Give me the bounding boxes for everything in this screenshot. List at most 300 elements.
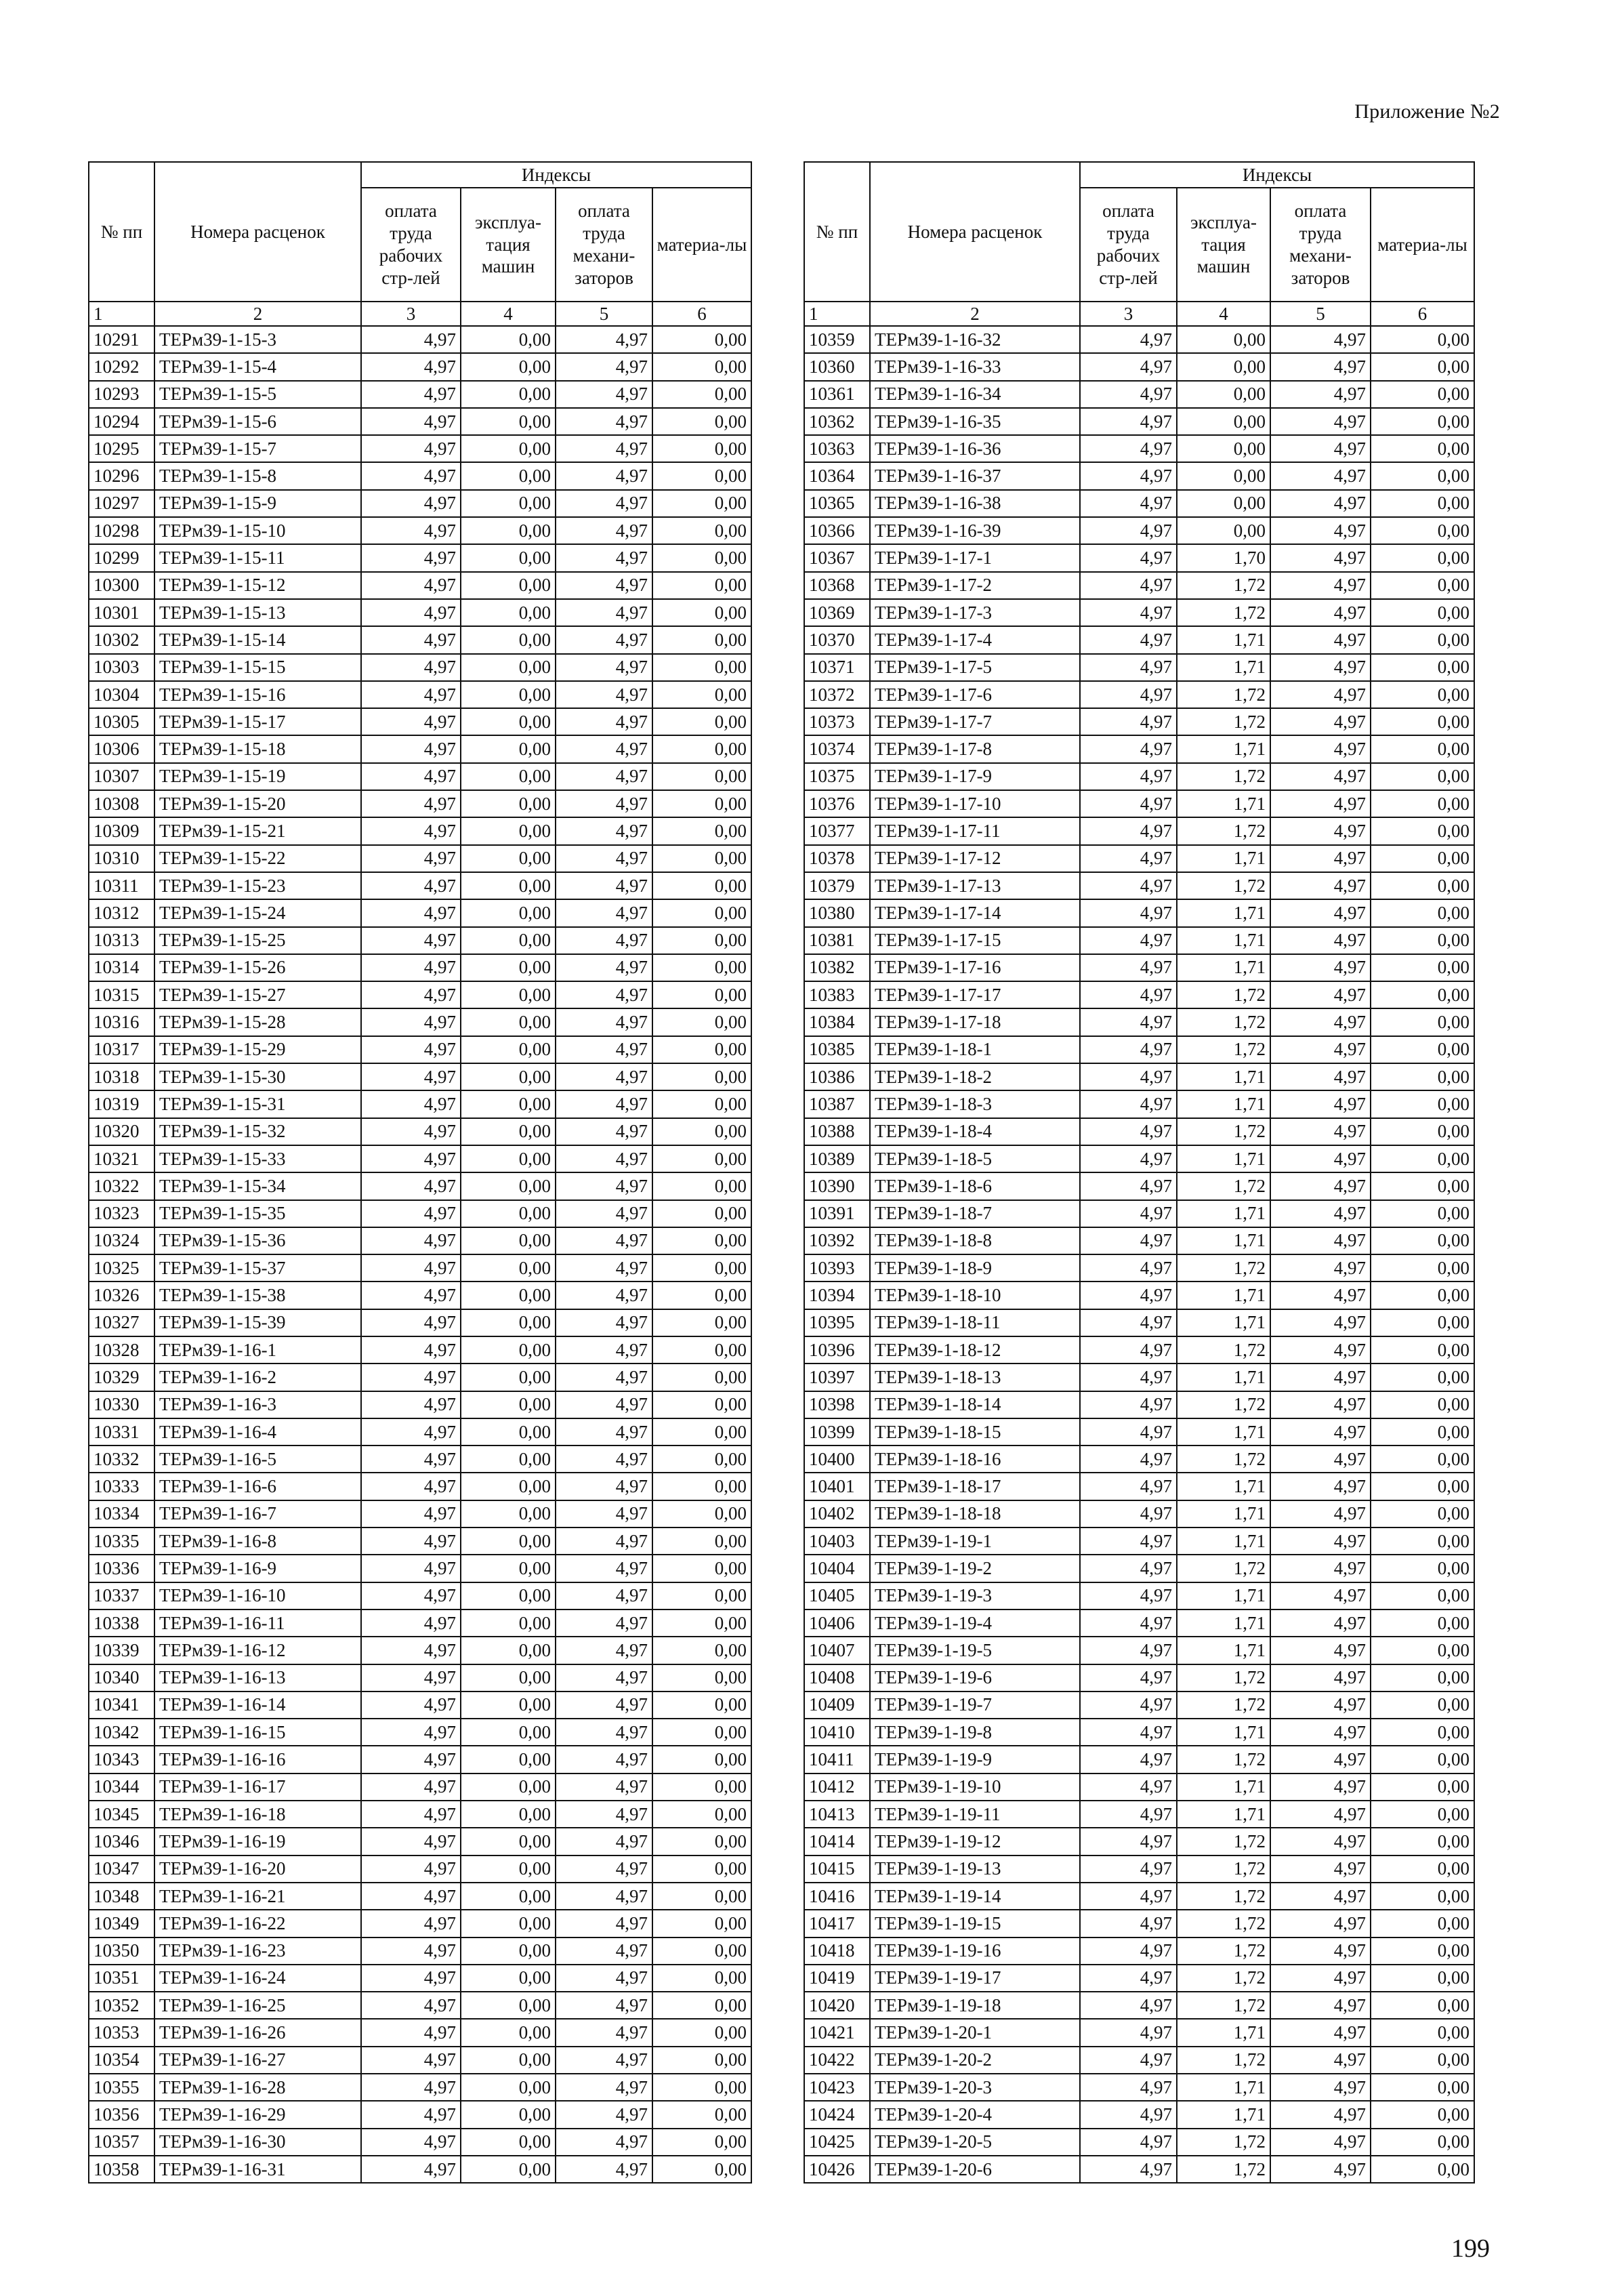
labor-index: 4,97: [1080, 1145, 1177, 1172]
row-number: 10348: [89, 1883, 154, 1910]
row-number: 10352: [89, 1992, 154, 2019]
mech-index: 4,97: [1270, 1172, 1371, 1200]
colnum-5: 5: [1270, 302, 1371, 326]
mech-index: 4,97: [556, 1801, 652, 1828]
machines-index: 0,00: [461, 1828, 556, 1855]
table-row: [804, 462, 1474, 489]
row-number: 10388: [804, 1118, 870, 1145]
rate-code: ТЕРм39-1-15-18: [154, 735, 361, 762]
row-number: 10338: [89, 1610, 154, 1637]
row-number: 10413: [804, 1801, 870, 1828]
row-number: 10386: [804, 1063, 870, 1090]
row-number: 10299: [89, 544, 154, 571]
table-row: [89, 1309, 751, 1336]
labor-index: 4,97: [361, 1746, 461, 1773]
table-row: [804, 708, 1474, 735]
labor-index: 4,97: [1080, 1172, 1177, 1200]
rate-code: ТЕРм39-1-18-6: [870, 1172, 1080, 1200]
rate-code: ТЕРм39-1-18-14: [870, 1391, 1080, 1418]
materials-index: 0,00: [652, 1036, 751, 1063]
materials-index: 0,00: [1371, 872, 1474, 899]
table-row: [89, 408, 751, 435]
mech-index: 4,97: [556, 1719, 652, 1746]
table-row: [804, 1965, 1474, 1992]
machines-index: 0,00: [461, 408, 556, 435]
materials-index: 0,00: [652, 1801, 751, 1828]
materials-index: 0,00: [652, 1418, 751, 1446]
mech-index: 4,97: [556, 1582, 652, 1610]
table-row: [804, 1145, 1474, 1172]
machines-index: 0,00: [1177, 408, 1270, 435]
mech-index: 4,97: [1270, 1664, 1371, 1692]
rate-code: ТЕРм39-1-16-1: [154, 1336, 361, 1364]
mech-index: 4,97: [556, 2129, 652, 2156]
labor-index: 4,97: [361, 1528, 461, 1555]
materials-index: 0,00: [652, 626, 751, 653]
rate-code: ТЕРм39-1-16-33: [870, 353, 1080, 380]
table-row: [89, 1036, 751, 1063]
row-number: 10402: [804, 1500, 870, 1528]
materials-index: 0,00: [1371, 1746, 1474, 1773]
mech-index: 4,97: [556, 326, 652, 353]
row-number: 10394: [804, 1282, 870, 1309]
mech-index: 4,97: [1270, 735, 1371, 762]
labor-index: 4,97: [361, 517, 461, 544]
row-number: 10305: [89, 708, 154, 735]
labor-index: 4,97: [361, 1856, 461, 1883]
mech-index: 4,97: [556, 2019, 652, 2046]
table-row: [804, 1828, 1474, 1855]
machines-index: 1,72: [1177, 1391, 1270, 1418]
table-row: [804, 1227, 1474, 1254]
labor-index: 4,97: [361, 626, 461, 653]
labor-index: 4,97: [361, 1145, 461, 1172]
row-number: 10358: [89, 2156, 154, 2183]
machines-index: 1,71: [1177, 954, 1270, 981]
row-number: 10316: [89, 1008, 154, 1036]
labor-index: 4,97: [361, 1200, 461, 1227]
machines-index: 0,00: [461, 1391, 556, 1418]
rate-code: ТЕРм39-1-18-9: [870, 1254, 1080, 1282]
labor-index: 4,97: [1080, 462, 1177, 489]
mech-index: 4,97: [1270, 2047, 1371, 2074]
mech-index: 4,97: [1270, 1227, 1371, 1254]
machines-index: 1,71: [1177, 2101, 1270, 2128]
labor-index: 4,97: [361, 1254, 461, 1282]
labor-index: 4,97: [361, 1418, 461, 1446]
labor-index: 4,97: [1080, 1910, 1177, 1937]
materials-index: 0,00: [1371, 517, 1474, 544]
row-number: 10409: [804, 1692, 870, 1719]
mech-index: 4,97: [1270, 1883, 1371, 1910]
table-row: [89, 1637, 751, 1664]
table-row: [804, 1090, 1474, 1118]
materials-index: 0,00: [652, 1910, 751, 1937]
mech-index: 4,97: [556, 845, 652, 872]
materials-index: 0,00: [652, 763, 751, 790]
mech-index: 4,97: [556, 1992, 652, 2019]
rate-code: ТЕРм39-1-15-23: [154, 872, 361, 899]
table-row: [89, 544, 751, 571]
rate-code: ТЕРм39-1-19-11: [870, 1801, 1080, 1828]
table-row: [89, 490, 751, 517]
labor-index: 4,97: [361, 1473, 461, 1500]
header-machines: эксплуа-тация машин: [1177, 188, 1270, 302]
rate-code: ТЕРм39-1-18-12: [870, 1336, 1080, 1364]
table-row: [89, 735, 751, 762]
labor-index: 4,97: [1080, 1774, 1177, 1801]
materials-index: 0,00: [1371, 462, 1474, 489]
machines-index: 0,00: [461, 1856, 556, 1883]
labor-index: 4,97: [1080, 2019, 1177, 2046]
rate-code: ТЕРм39-1-19-2: [870, 1555, 1080, 1582]
mech-index: 4,97: [1270, 1200, 1371, 1227]
machines-index: 0,00: [461, 1582, 556, 1610]
rate-code: ТЕРм39-1-15-27: [154, 981, 361, 1008]
rate-code: ТЕРм39-1-17-6: [870, 681, 1080, 708]
mech-index: 4,97: [1270, 654, 1371, 681]
table-row: [804, 1528, 1474, 1555]
machines-index: 0,00: [461, 735, 556, 762]
labor-index: 4,97: [1080, 1008, 1177, 1036]
mech-index: 4,97: [1270, 408, 1371, 435]
labor-index: 4,97: [1080, 1528, 1177, 1555]
labor-index: 4,97: [361, 462, 461, 489]
machines-index: 1,71: [1177, 1774, 1270, 1801]
row-number: 10295: [89, 435, 154, 462]
materials-index: 0,00: [1371, 1364, 1474, 1391]
machines-index: 0,00: [461, 2019, 556, 2046]
mech-index: 4,97: [1270, 790, 1371, 817]
rate-code: ТЕРм39-1-15-22: [154, 845, 361, 872]
machines-index: 0,00: [461, 544, 556, 571]
machines-index: 0,00: [461, 899, 556, 926]
rate-code: ТЕРм39-1-15-32: [154, 1118, 361, 1145]
row-number: 10320: [89, 1118, 154, 1145]
mech-index: 4,97: [1270, 1364, 1371, 1391]
materials-index: 0,00: [652, 817, 751, 844]
table-row: [804, 790, 1474, 817]
rate-code: ТЕРм39-1-15-12: [154, 572, 361, 599]
mech-index: 4,97: [556, 1309, 652, 1336]
labor-index: 4,97: [1080, 1036, 1177, 1063]
rate-code: ТЕРм39-1-17-5: [870, 654, 1080, 681]
mech-index: 4,97: [1270, 435, 1371, 462]
mech-index: 4,97: [1270, 817, 1371, 844]
labor-index: 4,97: [361, 1364, 461, 1391]
rate-code: ТЕРм39-1-15-17: [154, 708, 361, 735]
row-number: 10395: [804, 1309, 870, 1336]
labor-index: 4,97: [361, 2129, 461, 2156]
mech-index: 4,97: [556, 1063, 652, 1090]
table-row: [804, 1118, 1474, 1145]
materials-index: 0,00: [1371, 1555, 1474, 1582]
rate-code: ТЕРм39-1-16-22: [154, 1910, 361, 1937]
row-number: 10392: [804, 1227, 870, 1254]
machines-index: 1,71: [1177, 1227, 1270, 1254]
machines-index: 1,72: [1177, 1883, 1270, 1910]
rate-code: ТЕРм39-1-19-4: [870, 1610, 1080, 1637]
row-number: 10370: [804, 626, 870, 653]
materials-index: 0,00: [1371, 1145, 1474, 1172]
mech-index: 4,97: [1270, 899, 1371, 926]
machines-index: 1,71: [1177, 1719, 1270, 1746]
machines-index: 1,72: [1177, 572, 1270, 599]
machines-index: 0,00: [461, 1938, 556, 1965]
materials-index: 0,00: [1371, 326, 1474, 353]
table-row: [804, 1418, 1474, 1446]
machines-index: 1,72: [1177, 2156, 1270, 2183]
machines-index: 1,71: [1177, 1282, 1270, 1309]
labor-index: 4,97: [1080, 1473, 1177, 1500]
materials-index: 0,00: [652, 1610, 751, 1637]
labor-index: 4,97: [361, 1801, 461, 1828]
machines-index: 0,00: [461, 462, 556, 489]
machines-index: 0,00: [461, 1227, 556, 1254]
table-row: [804, 326, 1474, 353]
table-row: [89, 353, 751, 380]
labor-index: 4,97: [361, 1992, 461, 2019]
rate-code: ТЕРм39-1-18-11: [870, 1309, 1080, 1336]
mech-index: 4,97: [1270, 708, 1371, 735]
labor-index: 4,97: [1080, 872, 1177, 899]
labor-index: 4,97: [361, 1446, 461, 1473]
mech-index: 4,97: [1270, 954, 1371, 981]
materials-index: 0,00: [652, 2101, 751, 2128]
machines-index: 0,00: [461, 1555, 556, 1582]
materials-index: 0,00: [652, 544, 751, 571]
colnum-3: 3: [361, 302, 461, 326]
table-row: [89, 626, 751, 653]
materials-index: 0,00: [1371, 1692, 1474, 1719]
materials-index: 0,00: [652, 981, 751, 1008]
rate-code: ТЕРм39-1-16-16: [154, 1746, 361, 1773]
colnum-2: 2: [870, 302, 1080, 326]
rate-code: ТЕРм39-1-16-19: [154, 1828, 361, 1855]
row-number: 10426: [804, 2156, 870, 2183]
labor-index: 4,97: [1080, 1856, 1177, 1883]
table-row: [804, 1910, 1474, 1937]
mech-index: 4,97: [556, 1856, 652, 1883]
materials-index: 0,00: [1371, 1063, 1474, 1090]
materials-index: 0,00: [652, 490, 751, 517]
materials-index: 0,00: [652, 1364, 751, 1391]
materials-index: 0,00: [652, 1473, 751, 1500]
row-number: 10368: [804, 572, 870, 599]
mech-index: 4,97: [1270, 517, 1371, 544]
machines-index: 0,00: [461, 845, 556, 872]
mech-index: 4,97: [556, 899, 652, 926]
materials-index: 0,00: [652, 899, 751, 926]
row-number: 10389: [804, 1145, 870, 1172]
mech-index: 4,97: [1270, 1500, 1371, 1528]
mech-index: 4,97: [556, 735, 652, 762]
rate-code: ТЕРм39-1-16-23: [154, 1938, 361, 1965]
row-number: 10396: [804, 1336, 870, 1364]
materials-index: 0,00: [1371, 1118, 1474, 1145]
row-number: 10397: [804, 1364, 870, 1391]
mech-index: 4,97: [1270, 1528, 1371, 1555]
table-row: [89, 2156, 751, 2183]
row-number: 10376: [804, 790, 870, 817]
machines-index: 0,00: [461, 817, 556, 844]
row-number: 10329: [89, 1364, 154, 1391]
machines-index: 0,00: [461, 1883, 556, 1910]
row-number: 10415: [804, 1856, 870, 1883]
materials-index: 0,00: [1371, 1801, 1474, 1828]
labor-index: 4,97: [361, 1172, 461, 1200]
rate-code: ТЕРм39-1-19-10: [870, 1774, 1080, 1801]
rate-code: ТЕРм39-1-15-21: [154, 817, 361, 844]
mech-index: 4,97: [556, 2156, 652, 2183]
row-number: 10325: [89, 1254, 154, 1282]
row-number: 10418: [804, 1938, 870, 1965]
machines-index: 0,00: [461, 1063, 556, 1090]
materials-index: 0,00: [652, 1227, 751, 1254]
rate-code: ТЕРм39-1-19-17: [870, 1965, 1080, 1992]
header-labor: оплата труда рабочих стр-лей: [1080, 188, 1177, 302]
header-mech: оплата труда механи-заторов: [1270, 188, 1371, 302]
labor-index: 4,97: [1080, 1692, 1177, 1719]
materials-index: 0,00: [652, 1500, 751, 1528]
rate-code: ТЕРм39-1-15-9: [154, 490, 361, 517]
mech-index: 4,97: [1270, 2074, 1371, 2101]
rate-code: ТЕРм39-1-19-6: [870, 1664, 1080, 1692]
labor-index: 4,97: [361, 599, 461, 626]
mech-index: 4,97: [1270, 1637, 1371, 1664]
table-row: [89, 1418, 751, 1446]
table-body-left: [89, 326, 751, 2183]
materials-index: 0,00: [652, 1746, 751, 1773]
rate-code: ТЕРм39-1-16-5: [154, 1446, 361, 1473]
labor-index: 4,97: [361, 872, 461, 899]
materials-index: 0,00: [652, 326, 751, 353]
machines-index: 0,00: [461, 1282, 556, 1309]
row-number: 10377: [804, 817, 870, 844]
mech-index: 4,97: [556, 1637, 652, 1664]
mech-index: 4,97: [556, 462, 652, 489]
rate-code: ТЕРм39-1-15-20: [154, 790, 361, 817]
materials-index: 0,00: [1371, 681, 1474, 708]
machines-index: 0,00: [461, 954, 556, 981]
table-row: [89, 1883, 751, 1910]
colnum-1: 1: [89, 302, 154, 326]
row-number: 10398: [804, 1391, 870, 1418]
rate-code: ТЕРм39-1-15-30: [154, 1063, 361, 1090]
labor-index: 4,97: [1080, 1118, 1177, 1145]
table-row: [804, 817, 1474, 844]
table-row: [89, 1008, 751, 1036]
row-number: 10399: [804, 1418, 870, 1446]
colnum-2: 2: [154, 302, 361, 326]
rate-code: ТЕРм39-1-16-9: [154, 1555, 361, 1582]
mech-index: 4,97: [1270, 1063, 1371, 1090]
row-number: 10360: [804, 353, 870, 380]
row-number: 10309: [89, 817, 154, 844]
rate-code: ТЕРм39-1-16-35: [870, 408, 1080, 435]
machines-index: 1,72: [1177, 1172, 1270, 1200]
labor-index: 4,97: [1080, 326, 1177, 353]
rate-code: ТЕРм39-1-15-5: [154, 381, 361, 408]
table-row: [804, 2129, 1474, 2156]
table-row: [89, 1582, 751, 1610]
machines-index: 0,00: [461, 872, 556, 899]
table-row: [804, 1446, 1474, 1473]
row-number: 10312: [89, 899, 154, 926]
machines-index: 1,71: [1177, 735, 1270, 762]
materials-index: 0,00: [652, 1090, 751, 1118]
table-row: [89, 2129, 751, 2156]
row-number: 10380: [804, 899, 870, 926]
materials-index: 0,00: [1371, 353, 1474, 380]
rate-code: ТЕРм39-1-16-11: [154, 1610, 361, 1637]
row-number: 10330: [89, 1391, 154, 1418]
rate-code: ТЕРм39-1-15-7: [154, 435, 361, 462]
mech-index: 4,97: [1270, 1391, 1371, 1418]
row-number: 10331: [89, 1418, 154, 1446]
machines-index: 0,00: [461, 2156, 556, 2183]
mech-index: 4,97: [1270, 1719, 1371, 1746]
machines-index: 1,72: [1177, 1336, 1270, 1364]
mech-index: 4,97: [1270, 1309, 1371, 1336]
row-number: 10391: [804, 1200, 870, 1227]
table-row: [804, 1063, 1474, 1090]
table-row: [89, 681, 751, 708]
machines-index: 0,00: [1177, 326, 1270, 353]
mech-index: 4,97: [1270, 1582, 1371, 1610]
row-number: 10416: [804, 1883, 870, 1910]
materials-index: 0,00: [652, 1446, 751, 1473]
labor-index: 4,97: [1080, 1828, 1177, 1855]
table-row: [89, 1746, 751, 1773]
rate-code: ТЕРм39-1-15-31: [154, 1090, 361, 1118]
table-row: [89, 954, 751, 981]
labor-index: 4,97: [1080, 1992, 1177, 2019]
table-row: [804, 1282, 1474, 1309]
labor-index: 4,97: [1080, 1664, 1177, 1692]
table-row: [804, 1200, 1474, 1227]
materials-index: 0,00: [1371, 1610, 1474, 1637]
row-number: 10334: [89, 1500, 154, 1528]
labor-index: 4,97: [361, 735, 461, 762]
labor-index: 4,97: [1080, 954, 1177, 981]
table-row: [804, 1254, 1474, 1282]
machines-index: 0,00: [461, 681, 556, 708]
rate-code: ТЕРм39-1-17-8: [870, 735, 1080, 762]
rate-code: ТЕРм39-1-17-1: [870, 544, 1080, 571]
row-number: 10311: [89, 872, 154, 899]
labor-index: 4,97: [1080, 1200, 1177, 1227]
materials-index: 0,00: [1371, 1938, 1474, 1965]
row-number: 10345: [89, 1801, 154, 1828]
materials-index: 0,00: [652, 654, 751, 681]
machines-index: 0,00: [1177, 517, 1270, 544]
labor-index: 4,97: [361, 1637, 461, 1664]
machines-index: 1,72: [1177, 2047, 1270, 2074]
row-number: 10354: [89, 2047, 154, 2074]
table-row: [804, 845, 1474, 872]
labor-index: 4,97: [1080, 408, 1177, 435]
table-row: [89, 1528, 751, 1555]
row-number: 10349: [89, 1910, 154, 1937]
row-number: 10403: [804, 1528, 870, 1555]
row-number: 10310: [89, 845, 154, 872]
rate-code: ТЕРм39-1-17-11: [870, 817, 1080, 844]
mech-index: 4,97: [1270, 1828, 1371, 1855]
labor-index: 4,97: [1080, 708, 1177, 735]
mech-index: 4,97: [1270, 353, 1371, 380]
mech-index: 4,97: [556, 1391, 652, 1418]
